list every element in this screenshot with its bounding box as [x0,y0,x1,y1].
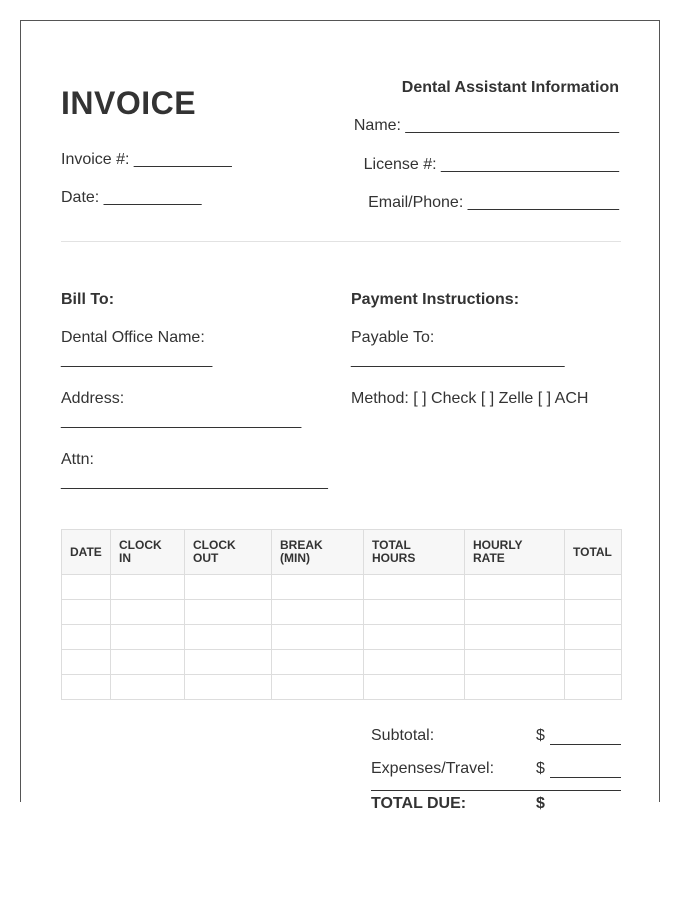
table-cell [185,575,272,600]
bill-to-heading: Bill To: [61,291,115,308]
table-cell [565,650,622,675]
table-cell [364,575,465,600]
table-cell [272,575,364,600]
table-cell [364,625,465,650]
table-cell [272,675,364,700]
table-cell [565,575,622,600]
assistant-license-field: License #: ____________________ [363,156,619,173]
subtotal-currency: $ [536,727,545,744]
expenses-blank [550,777,621,778]
table-cell [565,625,622,650]
table-cell [185,625,272,650]
expenses-label: Expenses/Travel: [371,760,495,777]
table-cell [62,575,111,600]
column-header-hourly-rate: HOURLY RATE [465,530,565,575]
table-cell [62,675,111,700]
column-header-break: BREAK (MIN) [272,530,364,575]
table-cell [465,575,565,600]
table-cell [272,600,364,625]
table-cell [111,650,185,675]
attn-blank: ______________________________ [61,473,328,490]
address-label: Address: [61,390,125,407]
column-header-date: DATE [62,530,111,575]
payment-instructions-heading: Payment Instructions: [351,291,520,308]
section-divider [61,241,621,242]
table-row [62,625,622,650]
timesheet-table [61,529,622,700]
table-cell [185,650,272,675]
table-cell [465,600,565,625]
table-cell [185,675,272,700]
column-header-clock-in: CLOCK IN [111,530,185,575]
table-header-row [62,530,622,575]
table-cell [364,650,465,675]
table-cell [465,675,565,700]
column-header-total-hours: TOTAL HOURS [364,530,465,575]
table-cell [465,625,565,650]
invoice-title: INVOICE [61,85,197,121]
assistant-name-field: Name: ________________________ [353,117,619,134]
table-row [62,575,622,600]
table-cell [62,650,111,675]
table-row [62,650,622,675]
table-cell [565,675,622,700]
total-due-label: TOTAL DUE: [371,795,467,812]
table-cell [62,625,111,650]
table-cell [111,575,185,600]
assistant-info-heading: Dental Assistant Information [401,79,619,96]
address-blank: ___________________________ [61,412,302,429]
column-header-total: TOTAL [565,530,622,575]
table-cell [465,650,565,675]
assistant-contact-field: Email/Phone: _________________ [368,194,619,211]
subtotal-blank [550,744,621,745]
date-field: Date: ___________ [61,189,202,206]
payable-to-label: Payable To: [351,329,435,346]
table-row [62,600,622,625]
office-name-blank: _________________ [61,351,213,368]
table-cell [62,600,111,625]
table-cell [272,650,364,675]
table-cell [185,600,272,625]
invoice-sheet [20,20,660,812]
office-name-label: Dental Office Name: [61,329,205,346]
payment-method-options: Method: [ ] Check [ ] Zelle [ ] ACH [351,390,589,407]
table-cell [111,675,185,700]
table-row [62,675,622,700]
column-header-clock-out: CLOCK OUT [185,530,272,575]
table-cell [111,625,185,650]
table-cell [111,600,185,625]
table-cell [272,625,364,650]
payable-to-blank: ________________________ [351,351,565,368]
table-cell [565,600,622,625]
attn-label: Attn: [61,451,94,468]
table-cell [364,600,465,625]
totals-divider [371,790,621,791]
total-due-currency: $ [536,795,545,812]
table-cell [364,675,465,700]
expenses-currency: $ [536,760,545,777]
subtotal-label: Subtotal: [371,727,435,744]
invoice-number-field: Invoice #: ___________ [61,151,232,168]
